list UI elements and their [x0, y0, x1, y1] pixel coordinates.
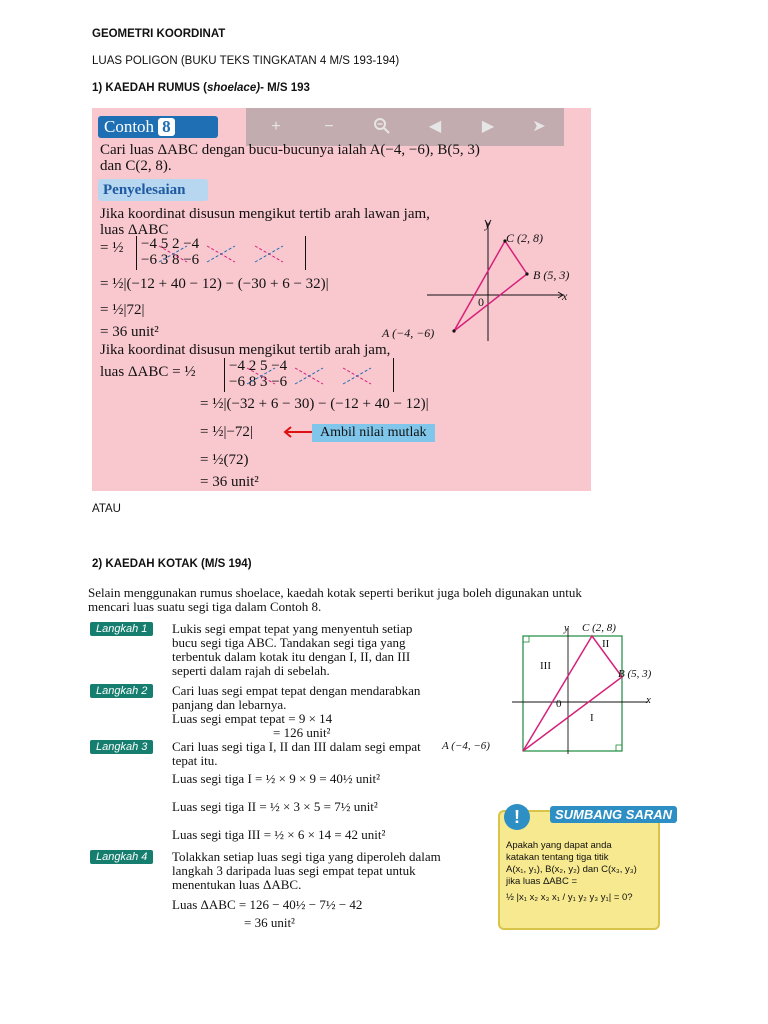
- l2-line-3: Luas segi empat tepat = 9 × 14: [172, 711, 333, 726]
- arrow-left-icon[interactable]: ◀: [428, 118, 442, 135]
- exclamation-icon: !: [504, 804, 530, 830]
- saran-line-1: Apakah yang dapat anda: [506, 840, 612, 851]
- minus-icon[interactable]: −: [324, 118, 334, 135]
- kaedah-kotak-panel: [78, 582, 678, 932]
- l1-line-1: Lukis segi empat tepat yang menyentuh setiap: [172, 621, 413, 636]
- box-label-c: C (2, 8): [582, 622, 616, 634]
- cw-shoelace-arrows: [225, 358, 393, 392]
- ambil-nilai-mutlak-callout: Ambil nilai mutlak: [312, 424, 435, 442]
- contoh-label: Contoh: [104, 117, 155, 136]
- sumbang-saran-box: [498, 807, 672, 930]
- box-method-graph: [508, 622, 658, 757]
- contoh-badge: [98, 116, 218, 138]
- label-c: C (2, 8): [506, 231, 543, 245]
- ccw-result: = 36 unit²: [100, 324, 159, 340]
- arrow-right-icon[interactable]: ▶: [481, 118, 495, 135]
- ccw-matrix-prefix: = ½: [100, 240, 124, 256]
- cw-step-4: = ½(72): [200, 452, 249, 468]
- intro-line-1: Selain menggunakan rumus shoelace, kaedah kotak seperti berikut juga boleh digunakan untuk: [88, 585, 582, 600]
- l3-line-4: Luas segi tiga II = ½ × 3 × 5 = 7½ unit²: [172, 799, 378, 814]
- cursor-icon[interactable]: ➤: [532, 118, 546, 135]
- cw-step-2: = ½|(−32 + 6 − 30) − (−12 + 40 − 12)|: [200, 396, 429, 412]
- langkah-2-badge: Langkah 2: [90, 684, 153, 698]
- saran-line-4: jika luas ΔABC =: [506, 876, 578, 887]
- section1-suffix: - M/S 193: [260, 82, 310, 94]
- l4-line-4: Luas ΔABC = 126 − 40½ − 7½ − 42: [172, 897, 363, 912]
- label-b: B (5, 3): [533, 268, 570, 282]
- bounding-rectangle: [523, 636, 622, 751]
- cw-intro: Jika koordinat disusun mengikut tertib arah jam,: [100, 342, 391, 358]
- cw-matrix-bottom: −6 8 3 −6: [229, 374, 288, 390]
- graph-x-label: x: [562, 289, 568, 303]
- ccw-matrix-bottom: −6 3 8 −6: [141, 252, 200, 268]
- viewer-toolbar: [246, 108, 564, 146]
- region-ii-label: II: [602, 638, 610, 650]
- l1-line-4: seperti dalam rajah di sebelah.: [172, 663, 330, 678]
- saran-line-2: katakan tentang tiga titik: [506, 852, 609, 863]
- cw-matrix: [224, 358, 394, 392]
- ccw-shoelace-arrows: [137, 236, 305, 270]
- l4-line-3: menentukan luas ΔABC.: [172, 877, 302, 892]
- question-line-1: Cari luas ΔABC dengan bucu-bucunya ialah A(−4, −6), B(5, 3): [100, 142, 480, 158]
- region-i-label: I: [590, 712, 594, 724]
- cw-luas: luas ΔABC = ½: [100, 364, 196, 380]
- label-a: A (−4, −6): [382, 326, 435, 340]
- plus-icon[interactable]: +: [271, 118, 281, 135]
- l2-line-4: = 126 unit²: [273, 725, 331, 740]
- intro-line-2: mencari luas suatu segi tiga dalam Contoh 8.: [88, 599, 322, 614]
- box-triangle-abc: [523, 636, 622, 751]
- atau-text: ATAU: [92, 503, 121, 515]
- callout-arrow-icon: [282, 426, 314, 438]
- ccw-matrix-top: −4 5 2 −4: [141, 236, 200, 252]
- zoom-icon[interactable]: [372, 117, 392, 137]
- l4-line-1: Tolakkan setiap luas segi tiga yang diperoleh dalam: [172, 849, 441, 864]
- box-x-label: x: [646, 694, 651, 706]
- saran-line-5: ½ |x₁ x₂ x₃ x₁ / y₁ y₂ y₃ y₁| = 0?: [506, 892, 633, 903]
- l4-line-2: langkah 3 daripada luas segi empat tepat untuk: [172, 863, 416, 878]
- cw-result: = 36 unit²: [200, 474, 259, 490]
- doc-title: GEOMETRI KOORDINAT: [92, 28, 226, 40]
- graph-origin: 0: [478, 295, 484, 309]
- ccw-intro: Jika koordinat disusun mengikut tertib arah lawan jam,: [100, 206, 430, 222]
- section1-italic: shoelace): [207, 82, 261, 94]
- l1-line-3: terbentuk dalam kotak itu dengan I, II, dan III: [172, 649, 411, 664]
- section1-heading: [92, 82, 310, 94]
- graph-y-label: y: [485, 217, 491, 231]
- l2-line-2: panjang dan lebarnya.: [172, 697, 287, 712]
- box-origin: 0: [556, 698, 562, 710]
- penyelesaian-badge: Penyelesaian: [98, 179, 208, 201]
- l4-line-5: = 36 unit²: [244, 915, 295, 930]
- ccw-matrix: [136, 236, 306, 270]
- sumbang-saran-title: SUMBANG SARAN: [550, 806, 677, 823]
- contoh-8-panel: [92, 108, 591, 491]
- l3-line-1: Cari luas segi tiga I, II dan III dalam segi empat: [172, 739, 421, 754]
- l1-line-2: bucu segi tiga ABC. Tandakan segi tiga yang: [172, 635, 406, 650]
- box-label-b: B (5, 3): [618, 668, 652, 680]
- section2-heading: 2) KAEDAH KOTAK (M/S 194): [92, 558, 252, 570]
- doc-subtitle: LUAS POLIGON (BUKU TEKS TINGKATAN 4 M/S 193-194): [92, 55, 400, 67]
- box-label-a: A (−4, −6): [442, 740, 490, 752]
- langkah-1-badge: Langkah 1: [90, 622, 153, 636]
- ccw-step-3: = ½|72|: [100, 302, 145, 318]
- region-iii-label: III: [540, 660, 551, 672]
- contoh-number: 8: [158, 118, 175, 136]
- langkah-3-badge: Langkah 3: [90, 740, 153, 754]
- luas-abc-label: luas ΔABC: [100, 222, 169, 238]
- l2-line-1: Cari luas segi empat tepat dengan mendarabkan: [172, 683, 421, 698]
- ccw-step-2: = ½|(−12 + 40 − 12) − (−30 + 6 − 32)|: [100, 276, 329, 292]
- langkah-4-badge: Langkah 4: [90, 850, 153, 864]
- triangle-abc: [454, 241, 527, 331]
- section1-prefix: 1) KAEDAH RUMUS (: [92, 82, 207, 94]
- l3-line-5: Luas segi tiga III = ½ × 6 × 14 = 42 unit²: [172, 827, 386, 842]
- cw-matrix-top: −4 2 5 −4: [229, 358, 288, 374]
- l3-line-3: Luas segi tiga I = ½ × 9 × 9 = 40½ unit²: [172, 771, 380, 786]
- cw-step-3: = ½|−72|: [200, 424, 253, 440]
- l3-line-2: tepat itu.: [172, 753, 218, 768]
- box-y-label: y: [564, 622, 569, 634]
- question-line-2: dan C(2, 8).: [100, 158, 172, 174]
- saran-line-3: A(x₁, y₁), B(x₂, y₂) dan C(x₃, y₃): [506, 864, 637, 875]
